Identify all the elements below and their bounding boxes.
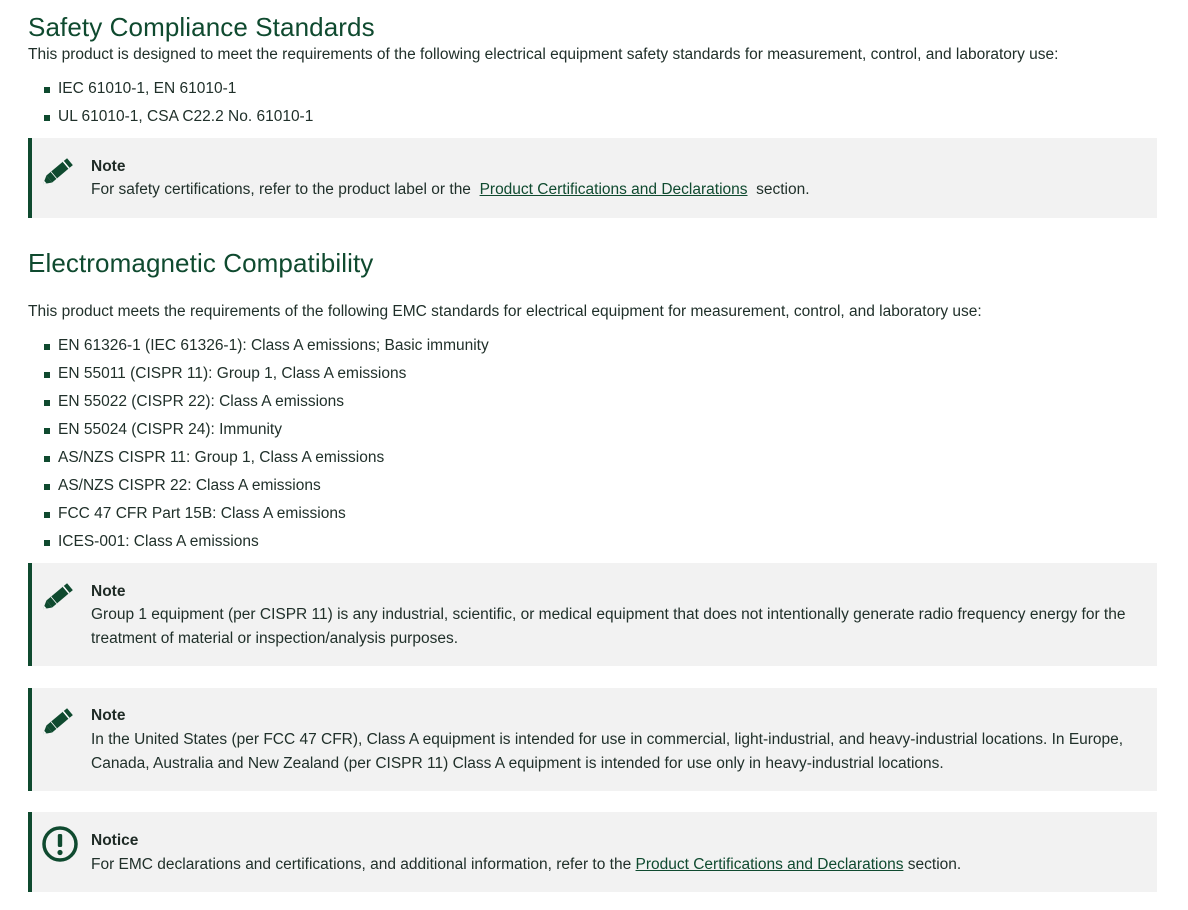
list-item: AS/NZS CISPR 11: Group 1, Class A emissions [44, 444, 489, 472]
note-body: Group 1 equipment (per CISPR 11) is any industrial, scientific, or medical equipment that does not intentionally generate radio frequency energy for the treatment of material or inspection/analysis purposes. [91, 606, 1126, 647]
notice-text-after: section. [907, 856, 962, 873]
list-item: IEC 61010-1, EN 61010-1 [44, 75, 313, 103]
list-item: AS/NZS CISPR 22: Class A emissions [44, 472, 489, 500]
notice-body [91, 853, 1127, 877]
list-item: EN 55022 (CISPR 22): Class A emissions [44, 388, 489, 416]
notice-title: Notice [91, 832, 139, 849]
emc-heading: Electromagnetic Compatibility [28, 248, 374, 278]
note-body: In the United States (per FCC 47 CFR), Class A equipment is intended for use in commercial, light-industrial, and heavy-industrial locations. In Europe, Canada, Australia and New Zealand (per CISPR 11) Class A equipment is intended for use only in heavy-industrial locations. [91, 731, 1124, 772]
safety-note-callout [28, 138, 1157, 218]
emc-standards-list [44, 332, 489, 556]
list-item: EN 55024 (CISPR 24): Immunity [44, 416, 489, 444]
pencil-icon [38, 575, 82, 615]
emc-intro: This product meets the requirements of the following EMC standards for electrical equipment for measurement, control, and laboratory use: [28, 303, 982, 320]
list-item: EN 55011 (CISPR 11): Group 1, Class A emissions [44, 360, 489, 388]
pencil-icon [38, 700, 82, 740]
note-title: Note [91, 583, 126, 600]
class-a-note-callout [28, 688, 1157, 791]
list-item: UL 61010-1, CSA C22.2 No. 61010-1 [44, 103, 313, 131]
product-certifications-link[interactable]: Product Certifications and Declarations [479, 181, 748, 198]
exclamation-circle-icon [38, 824, 82, 864]
note-title: Note [91, 707, 126, 724]
emc-notice-callout [28, 812, 1157, 892]
safety-intro: This product is designed to meet the requirements of the following electrical equipment safety standards for measurement, control, and laboratory use: [28, 46, 1059, 63]
note-title: Note [91, 158, 126, 175]
product-certifications-link[interactable]: Product Certifications and Declarations [635, 856, 904, 873]
notice-text: For EMC declarations and certifications, and additional information, refer to the [91, 856, 632, 873]
note-text: For safety certifications, refer to the product label or the [91, 181, 471, 198]
list-item: FCC 47 CFR Part 15B: Class A emissions [44, 500, 489, 528]
group1-note-callout [28, 563, 1157, 666]
list-item: ICES-001: Class A emissions [44, 528, 489, 556]
list-item: EN 61326-1 (IEC 61326-1): Class A emissions; Basic immunity [44, 332, 489, 360]
note-body [91, 178, 1127, 202]
note-text-after: section. [756, 181, 810, 198]
safety-heading: Safety Compliance Standards [28, 12, 375, 42]
safety-standards-list [44, 75, 313, 131]
pencil-icon [38, 150, 82, 190]
